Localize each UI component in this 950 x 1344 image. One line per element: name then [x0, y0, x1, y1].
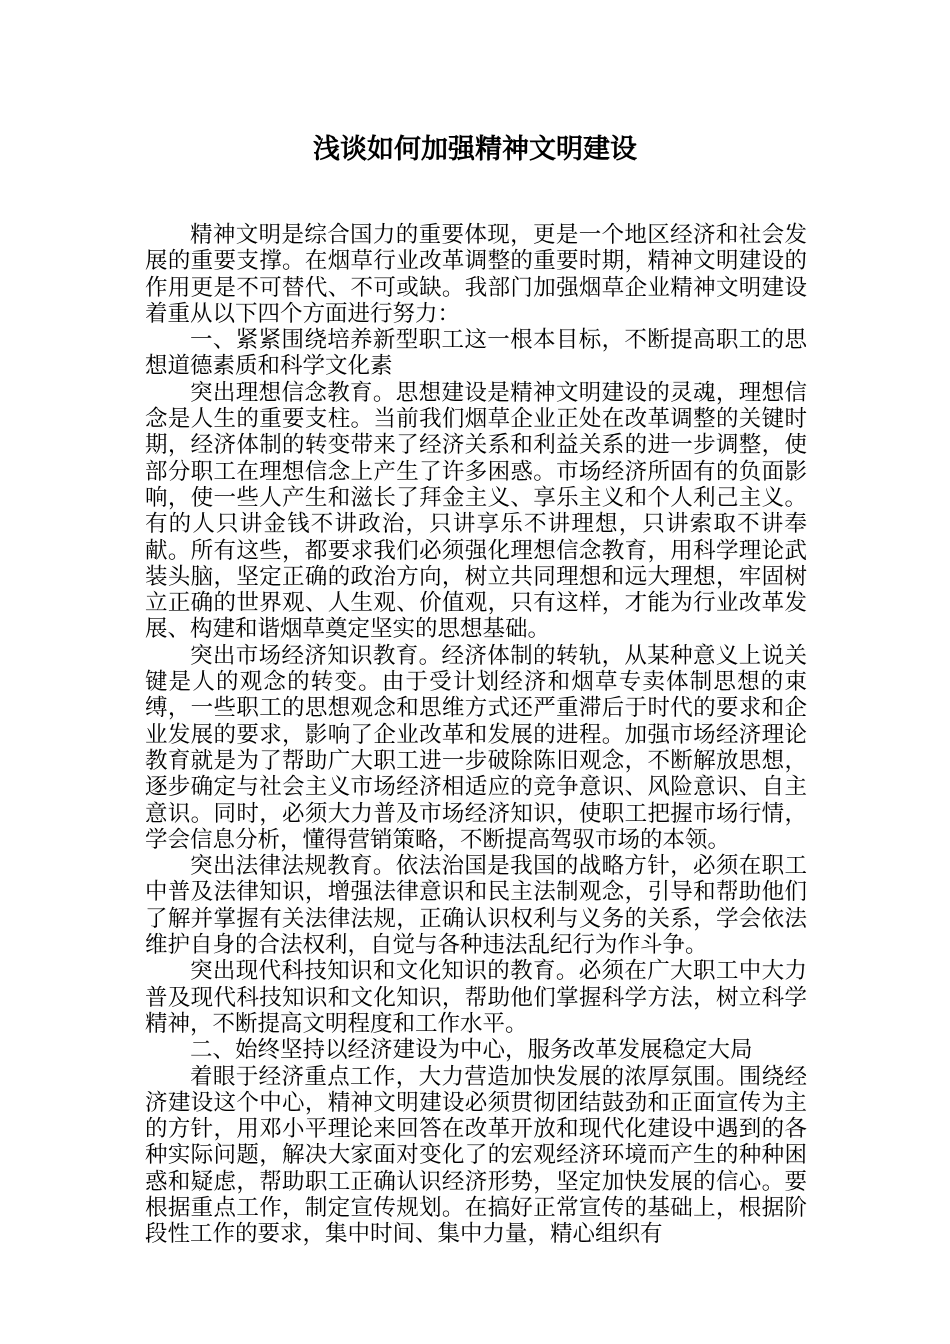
paragraph-market-economy-education: 突出市场经济知识教育。经济体制的转轨，从某种意义上说关键是人的观念的转变。由于受计划经济和烟草专卖体制思想的束缚，一些职工的思想观念和思维方式还严重滞后于时代的要求和企业发展的要求，影响了企业改革和发展的进程。加强市场经济理论教育就是为了帮助广大职工进一步破除陈旧观念，不断解放思想，逐步确定与社会主义市场经济相适应的竞争意识、风险意识、自主意识。同时，必须大力普及市场经济知识，使职工把握市场行情，学会信息分析，懂得营销策略，不断提高驾驭市场的本领。 — [145, 642, 807, 853]
paragraph-intro: 精神文明是综合国力的重要体现，更是一个地区经济和社会发展的重要支撑。在烟草行业改革调整的重要时期，精神文明建设的作用更是不可替代、不可或缺。我部门加强烟草企业精神文明建设着重从以下四个方面进行努力： — [145, 222, 807, 327]
section-heading-2: 二、始终坚持以经济建设为中心，服务改革发展稳定大局 — [190, 1037, 753, 1064]
document-title: 浅谈如何加强精神文明建设 — [313, 134, 637, 165]
paragraph-science-education: 突出现代科技知识和文化知识的教育。必须在广大职工中大力普及现代科技知识和文化知识，帮助他们掌握科学方法，树立科学精神，不断提高文明程度和工作水平。 — [145, 958, 807, 1037]
section-heading-1: 一、紧紧围绕培养新型职工这一根本目标，不断提高职工的思想道德素质和科学文化素 — [145, 327, 807, 380]
document-body — [145, 222, 807, 1248]
paragraph-law-education: 突出法律法规教育。依法治国是我国的战略方针，必须在职工中普及法律知识，增强法律意识和民主法制观念，引导和帮助他们了解并掌握有关法律法规，正确认识权利与义务的关系，学会依法维护自身的合法权利，自觉与各种违法乱纪行为作斗争。 — [145, 853, 807, 959]
paragraph-ideals-education: 突出理想信念教育。思想建设是精神文明建设的灵魂，理想信念是人生的重要支柱。当前我们烟草企业正处在改革调整的关键时期，经济体制的转变带来了经济关系和利益关系的进一步调整，使部分职工在理想信念上产生了许多困惑。市场经济所固有的负面影响，使一些人产生和滋长了拜金主义、享乐主义和个人利己主义。有的人只讲金钱不讲政治，只讲享乐不讲理想，只讲索取不讲奉献。所有这些，都要求我们必须强化理想信念教育，用科学理论武装头脑，坚定正确的政治方向，树立共同理想和远大理想，牢固树立正确的世界观、人生观、价值观，只有这样，才能为行业改革发展、构建和谐烟草奠定坚实的思想基础。 — [145, 379, 807, 643]
paragraph-economic-focus: 着眼于经济重点工作，大力营造加快发展的浓厚氛围。围绕经济建设这个中心，精神文明建设必须贯彻团结鼓劲和正面宣传为主的方针，用邓小平理论来回答在改革开放和现代化建设中遇到的各种实际问题，解决大家面对变化了的宏观经济环境而产生的种种困惑和疑虑，帮助职工正确认识经济形势，坚定加快发展的信心。要根据重点工作，制定宣传规划。在搞好正常宣传的基础上，根据阶段性工作的要求，集中时间、集中力量，精心组织有 — [145, 1063, 807, 1248]
